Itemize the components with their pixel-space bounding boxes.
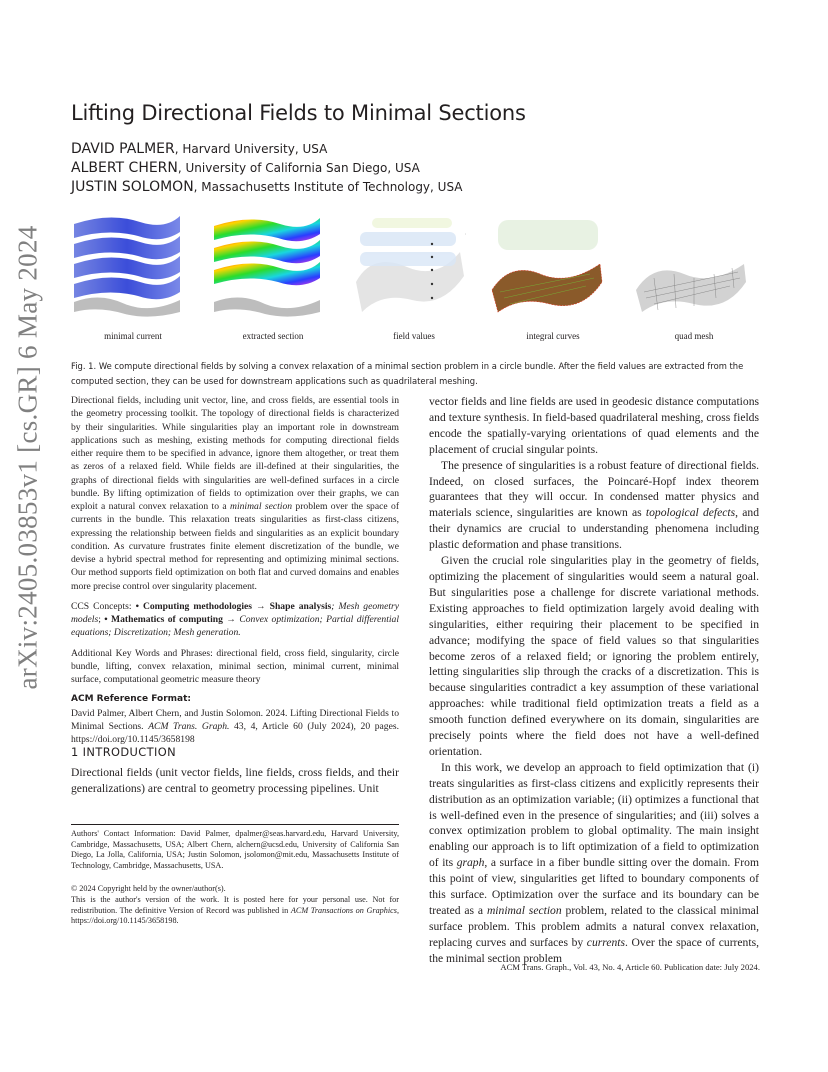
abstract-text: Directional fields, including unit vector, line, and cross fields, are essential tools in the geometry processing toolkit. The topology of directional fields is characterized by their singularities. While singularities play an important role in downstream applications such as meshing, existing methods for computing directional fields either require them to be specified in advance, ignore them altogether, or treat them as zeros of a relaxed field. While fields are ill-defined at their singularities, the graphs of directional fields with singularities are well-defined surfaces in a circle bundle. By lifting optimization of fields to optimization over their graphs, we can exploit a natural convex relaxation to a minimal section problem over the space of currents in the bundle. This relaxation treats singularities as first-class citizens, expressing the relationship between fields and singularities as an explicit boundary condition. As curvature frustrates finite element discretization of the bundle, we devise a hybrid spectral method for representing and optimizing minimal sections. Our method supports field optimization on both flat and curved domains and enables more precise control over singularity placement. [71, 395, 400, 592]
body-paragraph: Given the crucial role singularities play in the geometry of fields, optimizing the placement of singularities would seem a natural goal. But singularities pose a challenge for discrete variational methods. Existing approaches to field optimization largely avoid dealing with singularities, either requiring their placement to be specified in advance; modifying the space of field values so that singularities become zeros of a relaxed field; or ignoring the problem entirely, letting singularities slip through the cracks of a discretization. This is because singularities contradict a key assumption of these variational approaches: while traditional field optimization treats a field as a smooth function defined everywhere on its domain, singularities are precisely points where the field does not have a well-defined orientation. [429, 554, 759, 758]
introduction-text: Directional fields (unit vector fields, line fields, cross fields, and their generalizations) are central to geometry processing pipelines. Unit [71, 766, 399, 795]
figure-panel-field-values [352, 212, 466, 320]
section-heading-introduction: 1 INTRODUCTION [71, 745, 177, 759]
panel-label-extracted-section: extracted section [242, 331, 304, 341]
footnote-divider [71, 824, 399, 825]
arxiv-stamp: arXiv:2405.03853v1 [cs.GR] 6 May 2024 [12, 225, 43, 690]
author-name: DAVID PALMER [71, 141, 175, 157]
author-affiliation: , Massachusetts Institute of Technology, USA [193, 180, 463, 194]
author-line-1 [71, 141, 327, 157]
panel-label-field-values: field values [393, 331, 435, 341]
abstract-column [71, 394, 399, 746]
panel-label-quad-mesh: quad mesh [674, 331, 714, 341]
author-line-2 [71, 160, 420, 176]
author-affiliation: , University of California San Diego, USA [177, 161, 420, 175]
reference-format: David Palmer, Albert Chern, and Justin Solomon. 2024. Lifting Directional Fields to Minimal Sections. ACM Trans. Graph. 43, 4, Article 60 (July 2024), 20 pages. https://doi.org/10.1145/3658198 [71, 707, 399, 745]
author-affiliation: , Harvard University, USA [174, 142, 328, 156]
panel-label-minimal-current: minimal current [104, 331, 162, 341]
panel-label-integral-curves: integral curves [526, 331, 580, 341]
page-footer: ACM Trans. Graph., Vol. 43, No. 4, Article 60. Publication date: July 2024. [500, 962, 760, 972]
figure-panel-minimal-current [70, 212, 184, 320]
figure-panel-extracted-section [210, 212, 324, 320]
body-paragraph: The presence of singularities is a robust feature of directional fields. Indeed, on closed surfaces, the Poincaré-Hopf index theorem guarantees that they will occur. In condensed matter physics and materials science, singularities are known as topological defects, and their dynamics are crucial to understanding phenomena including plastic deformation and phase transitions. [429, 458, 760, 552]
keywords: Additional Key Words and Phrases: directional field, cross field, singularity, circle bundle, lifting, convex relaxation, minimal section, minimal current, minimal surface, computational geometric measure theory [71, 647, 399, 685]
figure-panel-integral-curves [490, 212, 604, 320]
figure-caption: Fig. 1. We compute directional fields by solving a convex relaxation of a minimal section problem in a circle bundle. After the field values are extracted from the computed section, they can be used for downstream applications such as quadrilateral meshing. [71, 361, 744, 386]
body-column-right [429, 394, 759, 967]
reference-format-heading: ACM Reference Format: [71, 694, 191, 705]
figure-panel-quad-mesh [634, 212, 748, 320]
body-paragraph: In this work, we develop an approach to field optimization that (i) treats singularities as first-class citizens and explicitly represents their distribution as an optimization variable; (ii) optimizes a functional that is well-defined even in the presence of singularities; and (iii) solves a convex optimization problem to global optimality. The main insight enabling our approach is to lift optimization of a field to optimization of its graph, a surface in a fiber bundle sitting over the domain. From this point of view, singularities get lifted to boundary components of this surface. Optimization over the surface and its boundary can be treated as a minimal section problem, related to the classical minimal surface problem. This problem admits a natural convex relaxation, replacing curves and surfaces by currents. Over the space of currents, the minimal section problem [429, 760, 759, 965]
version-notice: This is the author's version of the work. It is posted here for your personal use. Not for redistribution. The definitive Version of Record was published in ACM Transactions on Graphics, https://doi.org/10.1145/3658198. [71, 895, 399, 926]
ccs-concepts: CCS Concepts: • Computing methodologies → Shape analysis; Mesh geometry models; • Mathematics of computing → Convex optimization; Partial differential equations; Discretization; Mesh generation. [71, 600, 399, 639]
body-paragraph: vector fields and line fields are used in geodesic distance computations and texture synthesis. In field-based quadrilateral meshing, cross fields encode the spatially-varying orientations of quad elements and the placement of crucial singular points. [429, 395, 759, 456]
copyright-notice: © 2024 Copyright held by the owner/author(s). [71, 884, 226, 893]
author-name: JUSTIN SOLOMON [71, 179, 194, 195]
author-contact-footnote: Authors' Contact Information: David Palmer, dpalmer@seas.harvard.edu, Harvard University, Cambridge, Massachusetts, USA; Albert Chern, alchern@ucsd.edu, University of California San Diego, La Jolla, California, USA; Justin Solomon, jsolomon@mit.edu, Massachusetts Institute of Technology, Cambridge, Massachusetts, USA. [71, 829, 399, 870]
author-name: ALBERT CHERN [71, 160, 178, 176]
author-line-3 [71, 179, 463, 195]
paper-title: Lifting Directional Fields to Minimal Sections [71, 101, 526, 125]
